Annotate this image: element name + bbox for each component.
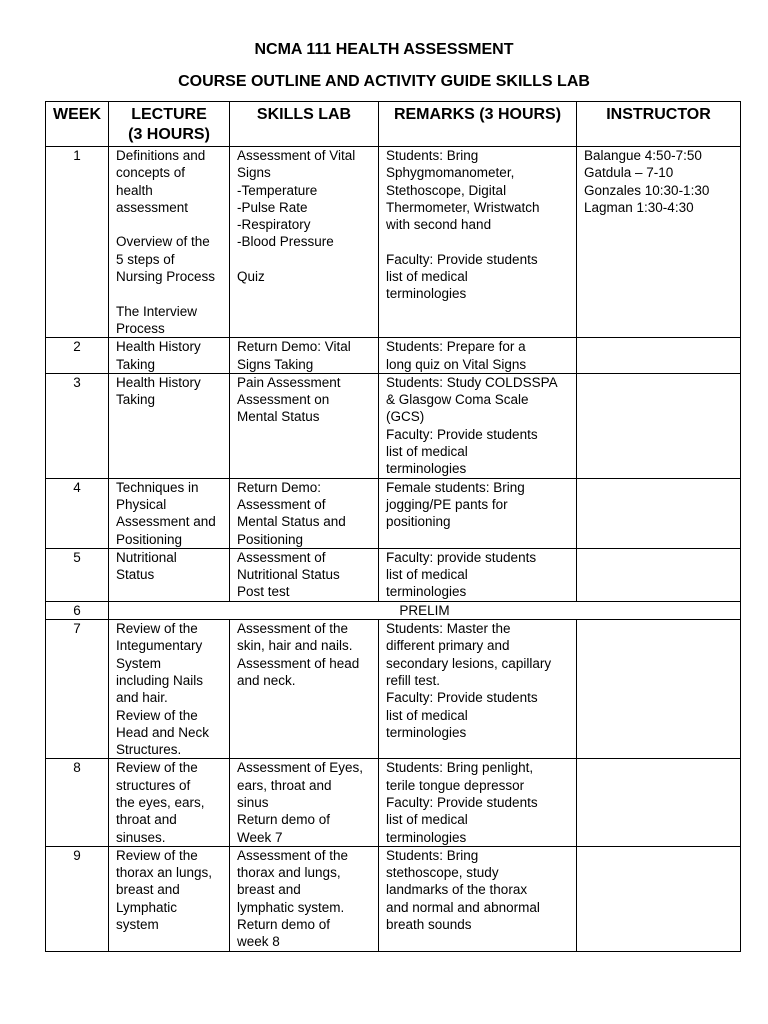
week-number-cell: 1: [46, 147, 109, 338]
text-line: Assessment on: [237, 392, 330, 408]
paragraph: [237, 374, 374, 426]
text-line: including Nails: [116, 672, 204, 688]
lecture-cell: [109, 338, 230, 374]
paragraph: [116, 620, 225, 758]
text-line: list of medical: [386, 444, 468, 460]
text-line: secondary lesions, capillary: [386, 655, 552, 671]
text-line: terminologies: [386, 461, 467, 477]
text-line: terminologies: [386, 286, 467, 302]
text-line: (GCS): [386, 409, 425, 425]
text-line: Assessment of the: [237, 621, 349, 637]
text-line: Taking: [116, 356, 156, 372]
text-line: positioning: [386, 514, 451, 530]
skills-lab-cell: [230, 759, 379, 846]
text-line: Assessment of: [237, 549, 326, 565]
text-line: Quiz: [237, 269, 265, 285]
table-row: [46, 548, 741, 601]
text-line: terile tongue depressor: [386, 777, 525, 793]
lecture-cell: [109, 548, 230, 601]
text-line: Techniques in: [116, 479, 199, 495]
paragraph: [386, 847, 572, 933]
text-line: Assessment of Vital: [237, 148, 356, 163]
text-line: Head and Neck: [116, 724, 210, 740]
skills-lab-cell: [230, 846, 379, 951]
text-line: Faculty: Provide students: [386, 794, 538, 810]
text-line: sinuses.: [116, 829, 166, 845]
remarks-cell: [379, 478, 577, 548]
instructor-cell: [577, 846, 741, 951]
paragraph: [116, 549, 225, 584]
exam-period-label: PRELIM: [109, 601, 741, 619]
paragraph: [237, 549, 374, 601]
text-line: stethoscope, study: [386, 865, 499, 881]
text-line: Students: Bring: [386, 148, 479, 163]
paragraph: [386, 479, 572, 531]
week-number-cell: 3: [46, 373, 109, 478]
table-row: [46, 373, 741, 478]
remarks-cell: [379, 147, 577, 338]
text-line: Female students: Bring: [386, 479, 525, 495]
paragraph: [584, 147, 736, 216]
text-line: Structures.: [116, 742, 182, 758]
week-number-cell: 9: [46, 846, 109, 951]
text-line: breast and: [116, 882, 180, 898]
text-line: Signs Taking: [237, 356, 314, 372]
remarks-cell: [379, 338, 577, 374]
text-line: Faculty: provide students: [386, 549, 537, 565]
skills-lab-cell: [230, 147, 379, 338]
remarks-column-header: REMARKS (3 HOURS): [379, 102, 577, 147]
instructor-cell: [577, 147, 741, 338]
skills-lab-cell: [230, 338, 379, 374]
week-number-cell: 2: [46, 338, 109, 374]
text-line: Integumentary: [116, 638, 203, 654]
text-line: and neck.: [237, 672, 296, 688]
text-line: Return Demo: Vital: [237, 339, 351, 355]
lecture-cell: [109, 478, 230, 548]
paragraph: [116, 374, 225, 409]
text-line: breath sounds: [386, 917, 472, 933]
paragraph: [116, 233, 225, 285]
text-line: Health History: [116, 374, 201, 390]
text-line: health: [116, 182, 153, 198]
skills-lab-cell: [230, 373, 379, 478]
text-line: Balangue 4:50-7:50: [584, 148, 702, 163]
text-line: Students: Study COLDSSPA: [386, 374, 558, 390]
table-row: [46, 338, 741, 374]
text-line: jogging/PE pants for: [386, 496, 508, 512]
lecture-header-hours: (3 HOURS): [128, 126, 210, 143]
text-line: sinus: [237, 794, 269, 810]
paragraph: [116, 847, 225, 933]
table-row: [46, 478, 741, 548]
table-row: [46, 147, 741, 338]
text-line: Students: Prepare for a: [386, 339, 526, 355]
text-line: -Respiratory: [237, 217, 311, 233]
skills-lab-cell: [230, 478, 379, 548]
paragraph: [386, 549, 572, 601]
text-line: Post test: [237, 584, 290, 600]
paragraph: [386, 338, 572, 373]
instructor-cell: [577, 759, 741, 846]
header-row: [46, 102, 741, 147]
paragraph: [386, 374, 572, 478]
lecture-header-label: LECTURE: [131, 106, 207, 123]
lecture-cell: [109, 373, 230, 478]
text-line: Taking: [116, 392, 156, 408]
paragraph: [386, 251, 572, 303]
text-line: list of medical: [386, 567, 468, 583]
text-line: Assessment of Eyes,: [237, 760, 364, 776]
text-line: Positioning: [237, 531, 304, 547]
text-line: lymphatic system.: [237, 899, 345, 915]
text-line: Overview of the: [116, 234, 210, 250]
text-line: Mental Status and: [237, 514, 346, 530]
text-line: -Blood Pressure: [237, 234, 334, 250]
table-row: [46, 846, 741, 951]
text-line: Pain Assessment: [237, 374, 341, 390]
skills-lab-cell: [230, 548, 379, 601]
text-line: Nursing Process: [116, 269, 216, 285]
text-line: Return demo of: [237, 812, 331, 828]
skills-lab-column-header: SKILLS LAB: [230, 102, 379, 147]
text-line: Review of the: [116, 621, 198, 637]
paragraph: [237, 759, 374, 845]
text-line: ears, throat and: [237, 777, 332, 793]
text-line: list of medical: [386, 812, 468, 828]
remarks-cell: [379, 620, 577, 759]
week-number-cell: 7: [46, 620, 109, 759]
text-line: Process: [116, 320, 165, 336]
paragraph: [237, 620, 374, 689]
remarks-cell: [379, 548, 577, 601]
text-line: Faculty: Provide students: [386, 251, 538, 267]
text-line: Assessment of the: [237, 847, 349, 863]
paragraph: [386, 620, 572, 741]
text-line: & Glasgow Coma Scale: [386, 392, 529, 408]
text-line: skin, hair and nails.: [237, 638, 353, 654]
paragraph: [237, 268, 374, 285]
text-line: refill test.: [386, 672, 441, 688]
instructor-cell: [577, 338, 741, 374]
text-line: week 8: [237, 934, 280, 950]
text-line: Week 7: [237, 829, 283, 845]
text-line: and hair.: [116, 690, 168, 706]
text-line: list of medical: [386, 269, 468, 285]
text-line: throat and: [116, 812, 177, 828]
text-line: and normal and abnormal: [386, 899, 540, 915]
text-line: Return Demo:: [237, 479, 322, 495]
text-line: Positioning: [116, 531, 183, 547]
text-line: list of medical: [386, 707, 468, 723]
table-body: [46, 147, 741, 952]
text-line: thorax an lungs,: [116, 865, 213, 881]
instructor-cell: [577, 620, 741, 759]
text-line: Gonzales 10:30-1:30: [584, 182, 710, 198]
text-line: system: [116, 917, 159, 933]
text-line: terminologies: [386, 829, 467, 845]
text-line: structures of: [116, 777, 191, 793]
text-line: with second hand: [386, 217, 492, 233]
text-line: Status: [116, 567, 155, 583]
paragraph: [116, 303, 225, 338]
skills-lab-cell: [230, 620, 379, 759]
text-line: Mental Status: [237, 409, 320, 425]
week-number-cell: 5: [46, 548, 109, 601]
text-line: the eyes, ears,: [116, 794, 205, 810]
paragraph: [116, 759, 225, 845]
text-line: Health History: [116, 339, 201, 355]
paragraph: [237, 479, 374, 548]
text-line: terminologies: [386, 584, 467, 600]
remarks-cell: [379, 373, 577, 478]
text-line: Signs: [237, 165, 271, 181]
table-row: [46, 601, 741, 619]
text-line: thorax and lungs,: [237, 865, 341, 881]
text-line: 5 steps of: [116, 251, 175, 267]
paragraph: [237, 847, 374, 951]
text-line: Review of the: [116, 760, 198, 776]
text-line: -Pulse Rate: [237, 199, 308, 215]
week-column-header: WEEK: [46, 102, 109, 147]
lecture-cell: [109, 846, 230, 951]
text-line: Lagman 1:30-4:30: [584, 199, 694, 215]
text-line: Stethoscope, Digital: [386, 182, 507, 198]
document-subtitle: COURSE OUTLINE AND ACTIVITY GUIDE SKILLS LAB: [178, 73, 590, 90]
text-line: Nutritional Status: [237, 567, 340, 583]
paragraph: [237, 338, 374, 373]
table-header: [46, 102, 741, 147]
text-line: Thermometer, Wristwatch: [386, 199, 540, 215]
lecture-column-header: [109, 102, 230, 147]
instructor-cell: [577, 373, 741, 478]
text-line: Return demo of: [237, 917, 331, 933]
week-number-cell: 8: [46, 759, 109, 846]
text-line: System: [116, 655, 162, 671]
text-line: Faculty: Provide students: [386, 690, 538, 706]
text-line: Sphygmomanometer,: [386, 165, 515, 181]
text-line: assessment: [116, 199, 189, 215]
course-outline-table: [45, 101, 741, 952]
text-line: concepts of: [116, 165, 186, 181]
text-line: Students: Master the: [386, 621, 511, 637]
text-line: Faculty: Provide students: [386, 426, 538, 442]
paragraph: [116, 147, 225, 216]
text-line: -Temperature: [237, 182, 318, 198]
text-line: landmarks of the thorax: [386, 882, 528, 898]
document-title: NCMA 111 HEALTH ASSESSMENT: [254, 41, 514, 58]
text-line: breast and: [237, 882, 301, 898]
text-line: Review of the: [116, 847, 198, 863]
text-line: Assessment of: [237, 496, 326, 512]
text-line: Assessment of head: [237, 655, 360, 671]
text-line: Students: Bring penlight,: [386, 760, 534, 776]
paragraph: [237, 147, 374, 251]
instructor-cell: [577, 548, 741, 601]
text-line: long quiz on Vital Signs: [386, 356, 527, 372]
paragraph: [116, 338, 225, 373]
text-line: Review of the: [116, 707, 198, 723]
instructor-cell: [577, 478, 741, 548]
lecture-cell: [109, 147, 230, 338]
remarks-cell: [379, 759, 577, 846]
paragraph: [386, 147, 572, 233]
text-line: Nutritional: [116, 549, 177, 565]
text-line: terminologies: [386, 724, 467, 740]
table-row: [46, 759, 741, 846]
lecture-cell: [109, 620, 230, 759]
paragraph: [386, 759, 572, 845]
paragraph: [116, 479, 225, 548]
text-line: Assessment and: [116, 514, 216, 530]
week-number-cell: 4: [46, 478, 109, 548]
table-row: [46, 620, 741, 759]
text-line: Physical: [116, 496, 167, 512]
text-line: Lymphatic: [116, 899, 178, 915]
week-number-cell: 6: [46, 601, 109, 619]
text-line: different primary and: [386, 638, 510, 654]
instructor-column-header: INSTRUCTOR: [577, 102, 741, 147]
text-line: Students: Bring: [386, 847, 479, 863]
text-line: Gatdula – 7-10: [584, 165, 674, 181]
lecture-cell: [109, 759, 230, 846]
remarks-cell: [379, 846, 577, 951]
text-line: Definitions and: [116, 148, 206, 163]
text-line: The Interview: [116, 303, 198, 319]
